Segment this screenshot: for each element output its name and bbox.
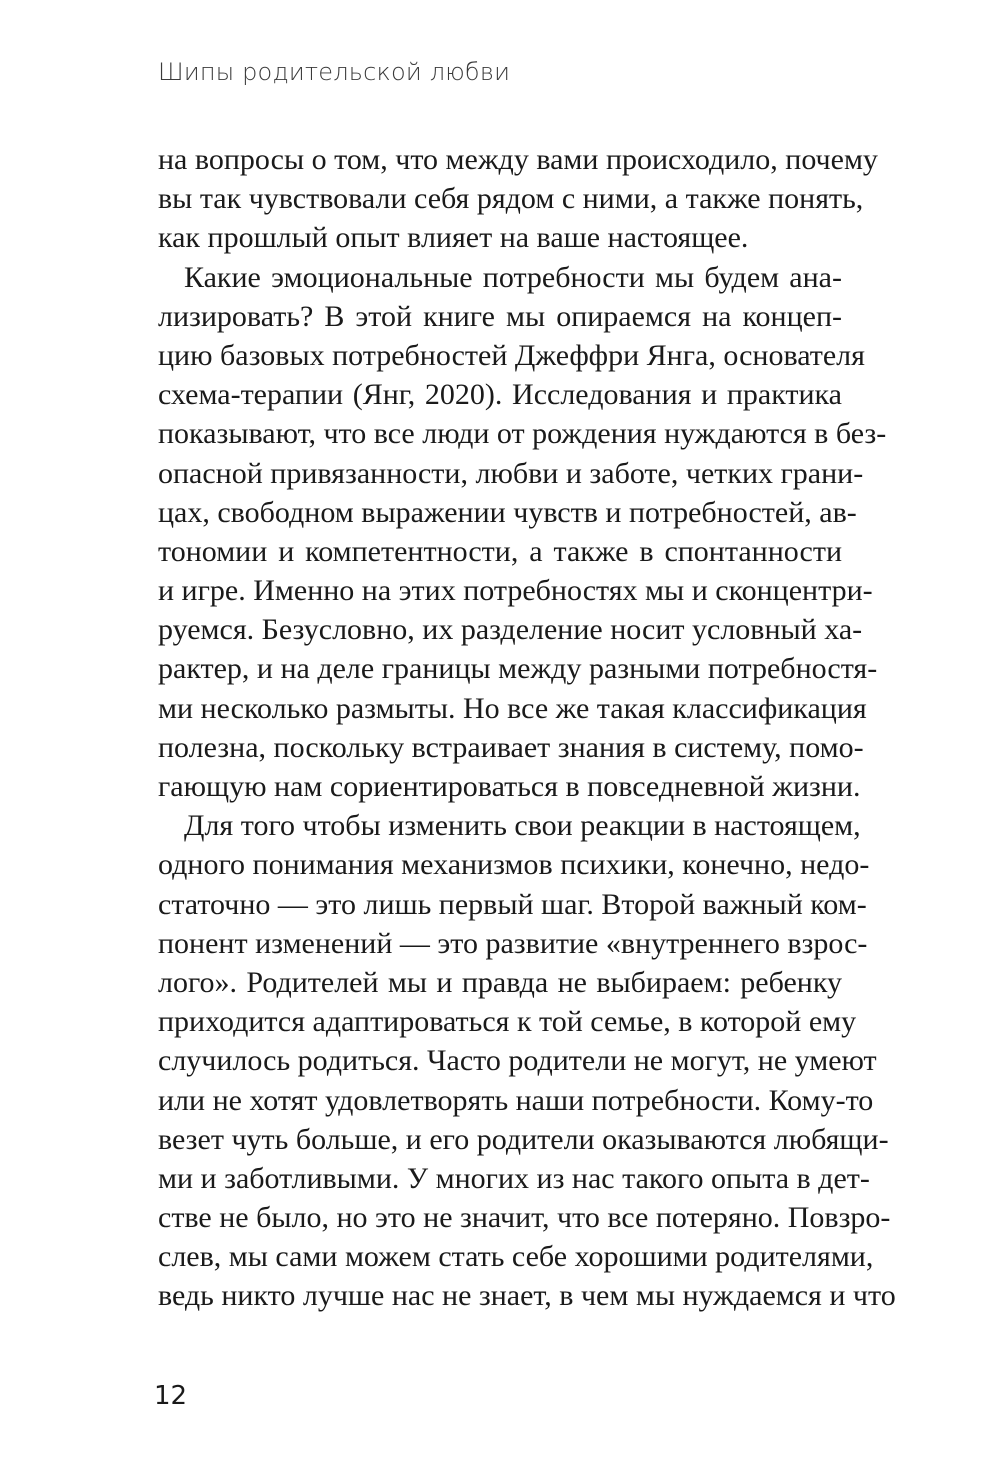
text-line: и игре. Именно на этих потребностях мы и сконцентри- [158,574,873,608]
text-line: стве не было, но это не значит, что все потеряно. Повзро- [158,1201,891,1235]
text-line: как прошлый опыт влияет на ваше настоящее. [158,221,749,255]
text-line: лизировать? В этой книге мы опираемся на концеп- [158,299,842,333]
text-line: ми несколько размыты. Но все же такая классификация [158,691,867,725]
text-line: гающую нам сориентироваться в повседневной жизни. [158,770,861,803]
text-line: везет чуть больше, и его родители оказываются любящи- [158,1122,889,1156]
text-line: показывают, что все люди от рождения нуждаются в без- [158,417,887,451]
text-line: ведь никто лучше нас не знает, в чем мы нуждаемся и что [158,1279,896,1313]
text-line: опасной привязанности, любви и заботе, четких грани- [158,456,864,490]
text-line: слев, мы сами можем стать себе хорошими родителями, [158,1240,874,1274]
text-line: Какие эмоциональные потребности мы будем ана- [184,260,842,294]
text-line: вы так чувствовали себя рядом с ними, а также понять, [158,182,864,216]
text-line: полезна, поскольку встраивает знания в систему, помо- [158,730,864,764]
text-line: лого». Родителей мы и правда не выбираем: ребенку [158,965,842,999]
text-line: на вопросы о том, что между вами происходило, почему [158,143,878,176]
text-line: случилось родиться. Часто родители не могут, не умеют [158,1044,877,1078]
page-number: 12 [154,1381,188,1411]
text-line: понент изменений — это развитие «внутреннего взрос- [158,926,868,960]
text-line: тономии и компетентности, а также в спонтанности [158,534,842,568]
text-line: рактер, и на деле границы между разными потребностя- [158,652,878,686]
text-line: статочно — это лишь первый шаг. Второй важный ком- [158,887,867,921]
text-line: цах, свободном выражении чувств и потребностей, ав- [158,495,857,529]
running-head: Шипы родительской любви [158,58,511,86]
text-line: или не хотят удовлетворять наши потребности. Кому-то [158,1083,874,1117]
text-line: ми и заботливыми. У многих из нас такого опыта в дет- [158,1161,870,1195]
text-line: цию базовых потребностей Джеффри Янга, основателя [158,338,865,372]
text-line: одного понимания механизмов психики, конечно, недо- [158,848,870,882]
text-line: Для того чтобы изменить свои реакции в настоящем, [184,809,861,843]
text-line: руемся. Безусловно, их разделение носит условный ха- [158,613,863,647]
text-line: приходится адаптироваться к той семье, в которой ему [158,1005,857,1039]
text-line: схема-терапии (Янг, 2020). Исследования и практика [158,378,842,412]
body-text [158,140,896,1316]
